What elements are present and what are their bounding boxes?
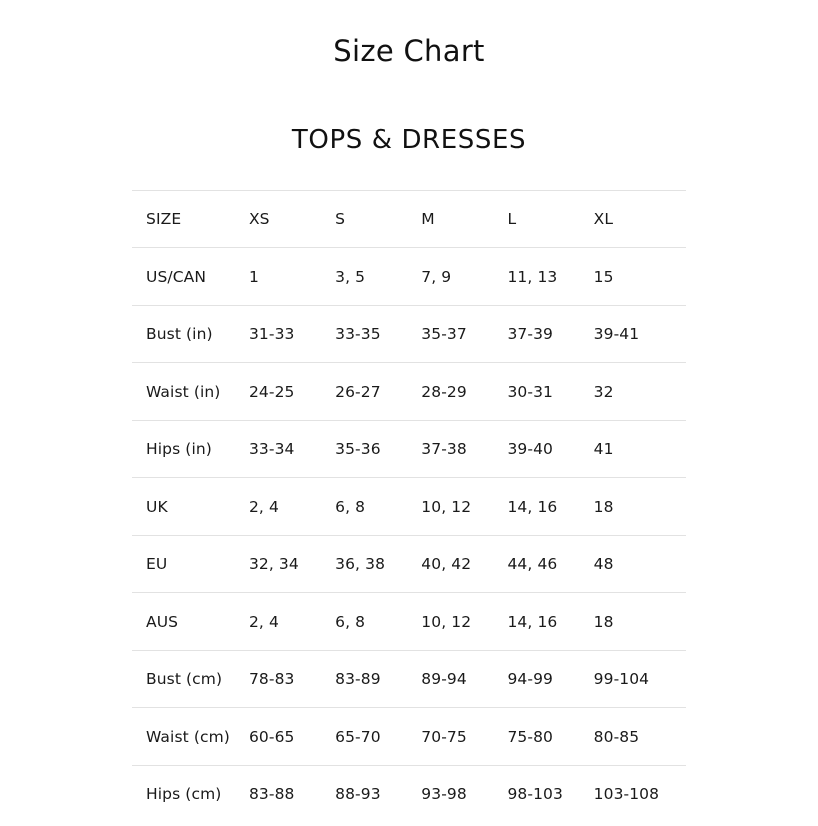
table-cell: 103-108 xyxy=(594,765,686,823)
table-cell: 31-33 xyxy=(249,305,335,363)
table-cell: 10, 12 xyxy=(421,593,507,651)
size-chart-table xyxy=(132,190,686,823)
table-cell: 70-75 xyxy=(421,708,507,766)
table-cell: 2, 4 xyxy=(249,478,335,536)
table-cell: 80-85 xyxy=(594,708,686,766)
table-cell: 98-103 xyxy=(507,765,593,823)
row-label: Bust (cm) xyxy=(132,650,249,708)
table-cell: 28-29 xyxy=(421,363,507,421)
table-cell: 60-65 xyxy=(249,708,335,766)
table-row xyxy=(132,593,686,651)
table-cell: M xyxy=(421,190,507,248)
table-cell: 37-38 xyxy=(421,420,507,478)
table-cell: 11, 13 xyxy=(507,248,593,306)
table-cell: 7, 9 xyxy=(421,248,507,306)
table-cell: XS xyxy=(249,190,335,248)
table-cell: 94-99 xyxy=(507,650,593,708)
table-row xyxy=(132,363,686,421)
table-cell: 39-40 xyxy=(507,420,593,478)
table-cell: 18 xyxy=(594,478,686,536)
table-cell: 83-89 xyxy=(335,650,421,708)
row-label: Waist (in) xyxy=(132,363,249,421)
table-cell: 93-98 xyxy=(421,765,507,823)
table-row xyxy=(132,535,686,593)
table-cell: 78-83 xyxy=(249,650,335,708)
table-cell: 24-25 xyxy=(249,363,335,421)
table-cell: 48 xyxy=(594,535,686,593)
table-cell: 32, 34 xyxy=(249,535,335,593)
row-label: AUS xyxy=(132,593,249,651)
section-heading: TOPS & DRESSES xyxy=(291,124,527,155)
table-row xyxy=(132,305,686,363)
table-cell: 35-37 xyxy=(421,305,507,363)
table-cell: 37-39 xyxy=(507,305,593,363)
table-cell: 30-31 xyxy=(507,363,593,421)
table-cell: XL xyxy=(594,190,686,248)
row-label: Waist (cm) xyxy=(132,708,249,766)
table-cell: 33-34 xyxy=(249,420,335,478)
table-cell: 89-94 xyxy=(421,650,507,708)
table-cell: 36, 38 xyxy=(335,535,421,593)
page-title: Size Chart xyxy=(333,34,485,68)
table-cell: 41 xyxy=(594,420,686,478)
table-cell: S xyxy=(335,190,421,248)
table-cell: 35-36 xyxy=(335,420,421,478)
row-label: Hips (cm) xyxy=(132,765,249,823)
row-label: UK xyxy=(132,478,249,536)
table-cell: 99-104 xyxy=(594,650,686,708)
table-row xyxy=(132,765,686,823)
table-row xyxy=(132,190,686,248)
row-label: EU xyxy=(132,535,249,593)
row-label: Bust (in) xyxy=(132,305,249,363)
table-cell: 83-88 xyxy=(249,765,335,823)
table-row xyxy=(132,420,686,478)
table-cell: 2, 4 xyxy=(249,593,335,651)
table-cell: 14, 16 xyxy=(507,478,593,536)
table-cell: 88-93 xyxy=(335,765,421,823)
table-row xyxy=(132,708,686,766)
size-chart-table-wrapper xyxy=(132,156,686,823)
row-label: US/CAN xyxy=(132,248,249,306)
table-cell: 33-35 xyxy=(335,305,421,363)
table-row xyxy=(132,650,686,708)
table-cell: 1 xyxy=(249,248,335,306)
table-cell: 75-80 xyxy=(507,708,593,766)
table-cell: 40, 42 xyxy=(421,535,507,593)
table-cell: 10, 12 xyxy=(421,478,507,536)
table-row xyxy=(132,248,686,306)
table-cell: 65-70 xyxy=(335,708,421,766)
table-cell: 14, 16 xyxy=(507,593,593,651)
table-cell: 3, 5 xyxy=(335,248,421,306)
table-cell: 6, 8 xyxy=(335,593,421,651)
table-cell: 18 xyxy=(594,593,686,651)
table-cell: 32 xyxy=(594,363,686,421)
table-cell: 39-41 xyxy=(594,305,686,363)
table-cell: 44, 46 xyxy=(507,535,593,593)
table-cell: 15 xyxy=(594,248,686,306)
row-label: SIZE xyxy=(132,190,249,248)
table-cell: L xyxy=(507,190,593,248)
table-row xyxy=(132,478,686,536)
table-cell: 26-27 xyxy=(335,363,421,421)
row-label: Hips (in) xyxy=(132,420,249,478)
table-cell: 6, 8 xyxy=(335,478,421,536)
